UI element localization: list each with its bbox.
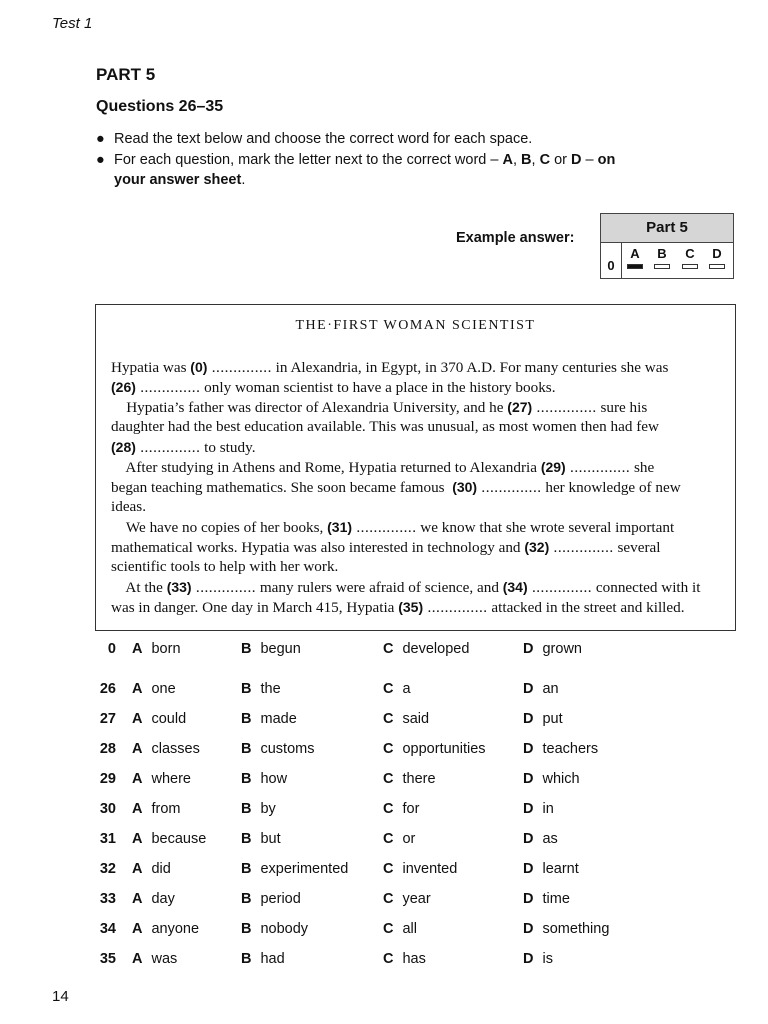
answer-option-b[interactable] xyxy=(241,641,301,657)
answer-sheet-text: your answer sheet xyxy=(114,172,242,188)
option-letter: B xyxy=(241,831,252,847)
passage-line: (26) .............. only woman scientist to have a place in the history books. xyxy=(111,379,556,396)
answer-option-c[interactable] xyxy=(383,921,417,937)
option-word: or xyxy=(402,831,416,847)
option-letter: C xyxy=(383,801,394,817)
gap-number: (28) xyxy=(111,439,136,455)
option-word: by xyxy=(260,801,276,817)
option-letter: A xyxy=(132,831,143,847)
answer-gap: .............. xyxy=(352,519,417,536)
option-word: day xyxy=(151,891,175,907)
option-letter: C xyxy=(383,951,394,967)
example-option-a: A xyxy=(625,246,645,269)
example-option-b: B xyxy=(652,246,672,269)
questions-range: Questions 26–35 xyxy=(96,98,224,115)
question-number: 31 xyxy=(99,831,116,847)
option-word: how xyxy=(260,771,288,787)
answer-option-c[interactable] xyxy=(383,711,429,727)
option-letter: C xyxy=(383,921,394,937)
answer-option-d[interactable] xyxy=(523,801,554,817)
letter-c: C xyxy=(539,152,551,168)
option-word: invented xyxy=(402,861,458,877)
answer-option-a[interactable] xyxy=(132,861,171,877)
option-word: from xyxy=(151,801,181,817)
instruction-2: ● For each question, mark the letter next to the correct word – A, B, C or D – on your answer sheet. xyxy=(96,152,616,188)
answer-gap: .............. xyxy=(549,539,614,556)
answer-option-c[interactable] xyxy=(383,801,419,817)
question-number: 34 xyxy=(99,921,116,937)
question-number: 0 xyxy=(107,641,116,657)
option-word: learnt xyxy=(542,861,579,877)
option-letter: D xyxy=(523,891,534,907)
example-option-c: C xyxy=(680,246,700,269)
passage-line: We have no copies of her books, (31) .............. we know that she wrote several important xyxy=(111,519,675,536)
option-word: begun xyxy=(260,641,301,657)
answer-option-d[interactable] xyxy=(523,771,580,787)
option-letter: A xyxy=(132,921,143,937)
option-letter: C xyxy=(383,891,394,907)
option-letter: A xyxy=(132,641,143,657)
answer-option-d[interactable] xyxy=(523,891,570,907)
answer-option-d[interactable] xyxy=(523,741,598,757)
answer-option-a[interactable] xyxy=(132,801,180,817)
example-answer-box xyxy=(600,213,734,279)
question-number: 32 xyxy=(99,861,116,877)
option-letter: B xyxy=(241,641,252,657)
example-answer-label: Example answer: xyxy=(456,230,575,246)
passage-line: (28) .............. to study. xyxy=(111,439,256,456)
option-letter: A xyxy=(132,681,143,697)
question-number: 29 xyxy=(99,771,116,787)
answer-option-b[interactable] xyxy=(241,891,301,907)
option-letter: A xyxy=(132,771,143,787)
empty-mark-icon xyxy=(654,264,670,269)
passage-line: scientific tools to help with her work. xyxy=(111,558,339,575)
option-letter: C xyxy=(383,641,394,657)
question-number: 28 xyxy=(99,741,116,757)
answer-option-c[interactable] xyxy=(383,861,457,877)
answer-option-d[interactable] xyxy=(523,641,582,657)
answer-option-c[interactable] xyxy=(383,891,431,907)
option-letter: D xyxy=(523,801,534,817)
answer-option-b[interactable] xyxy=(241,741,314,757)
answer-gap: .............. xyxy=(207,359,272,376)
answer-gap: .............. xyxy=(532,399,597,416)
option-letter: B xyxy=(241,771,252,787)
running-header: Test 1 xyxy=(52,15,93,32)
answer-option-c[interactable] xyxy=(383,951,426,967)
option-word: period xyxy=(260,891,301,907)
option-word: has xyxy=(402,951,426,967)
answer-option-c[interactable] xyxy=(383,681,411,697)
option-word: nobody xyxy=(260,921,309,937)
option-word: had xyxy=(260,951,285,967)
answer-option-c[interactable] xyxy=(383,741,486,757)
option-word: but xyxy=(260,831,281,847)
answer-option-d[interactable] xyxy=(523,681,559,697)
answer-option-a[interactable] xyxy=(132,891,175,907)
option-word: in xyxy=(542,801,554,817)
bullet-icon: ● xyxy=(96,131,105,147)
option-letter: A xyxy=(132,801,143,817)
option-letter: D xyxy=(523,921,534,937)
passage-line: Hypatia was (0) .............. in Alexandria, in Egypt, in 370 A.D. For many centuries she was xyxy=(111,359,669,376)
instruction-text: For each question, mark the letter next to the correct word – xyxy=(114,152,503,168)
passage-line: Hypatia’s father was director of Alexandria University, and he (27) .............. sure his xyxy=(111,399,648,416)
option-word: an xyxy=(542,681,559,697)
example-option-d: D xyxy=(707,246,727,269)
option-word: opportunities xyxy=(402,741,486,757)
option-word: customs xyxy=(260,741,315,757)
option-letter: C xyxy=(383,741,394,757)
question-number: 35 xyxy=(99,951,116,967)
option-word: as xyxy=(542,831,558,847)
option-letter: D xyxy=(523,951,534,967)
passage-line: ideas. xyxy=(111,498,147,515)
option-letter: B xyxy=(241,951,252,967)
option-letter: B xyxy=(241,711,252,727)
answer-option-a[interactable] xyxy=(132,771,191,787)
option-word: teachers xyxy=(542,741,599,757)
passage-line: At the (33) .............. many rulers were afraid of science, and (34) .............. connected with it xyxy=(111,579,701,596)
answer-option-d[interactable] xyxy=(523,831,558,847)
question-number: 26 xyxy=(99,681,116,697)
option-word: experimented xyxy=(260,861,349,877)
answer-option-a[interactable] xyxy=(132,921,199,937)
answer-gap: .............. xyxy=(527,579,593,596)
option-word: grown xyxy=(542,641,582,657)
gap-number: (35) xyxy=(398,599,424,615)
option-word: one xyxy=(151,681,176,697)
option-word: born xyxy=(151,641,181,657)
passage-line: was in danger. One day in March 415, Hypatia (35) .............. attacked in the street and killed. xyxy=(111,599,685,616)
bullet-icon: ● xyxy=(96,152,105,168)
example-box-title: Part 5 xyxy=(601,214,733,243)
option-word: put xyxy=(542,711,563,727)
gap-number: (0) xyxy=(190,359,208,375)
option-word: is xyxy=(542,951,553,967)
letter-d: D xyxy=(571,152,582,168)
gap-number: (26) xyxy=(111,379,136,395)
option-word: could xyxy=(151,711,187,727)
option-letter: C xyxy=(383,861,394,877)
option-word: there xyxy=(402,771,436,787)
filled-mark-icon xyxy=(627,264,643,269)
answer-gap: .............. xyxy=(135,439,201,456)
answer-option-a[interactable] xyxy=(132,711,186,727)
option-letter: A xyxy=(132,861,143,877)
option-word: something xyxy=(542,921,610,937)
answer-gap: .............. xyxy=(135,379,201,396)
answer-option-d[interactable] xyxy=(523,711,563,727)
answer-option-a[interactable] xyxy=(132,681,176,697)
answer-gap: .............. xyxy=(191,579,257,596)
option-letter: A xyxy=(132,711,143,727)
option-letter: C xyxy=(383,681,394,697)
option-letter: D xyxy=(523,641,534,657)
answer-option-b[interactable] xyxy=(241,711,297,727)
answer-option-a[interactable] xyxy=(132,741,200,757)
option-word: where xyxy=(151,771,191,787)
option-word: because xyxy=(151,831,207,847)
option-letter: B xyxy=(241,741,252,757)
question-number: 33 xyxy=(99,891,116,907)
answer-option-b[interactable] xyxy=(241,771,287,787)
question-number: 30 xyxy=(99,801,116,817)
passage-line: After studying in Athens and Rome, Hypatia returned to Alexandria (29) .............. she xyxy=(111,459,655,476)
gap-number: (29) xyxy=(540,459,566,475)
option-letter: A xyxy=(132,741,143,757)
option-word: time xyxy=(542,891,570,907)
option-word: for xyxy=(402,801,420,817)
answer-gap: .............. xyxy=(423,599,488,616)
letter-a: A xyxy=(502,152,513,168)
gap-number: (32) xyxy=(524,539,550,555)
option-letter: B xyxy=(241,891,252,907)
option-letter: D xyxy=(523,741,534,757)
answer-gap: .............. xyxy=(565,459,631,476)
option-word: made xyxy=(260,711,297,727)
answer-option-c[interactable] xyxy=(383,771,436,787)
option-word: was xyxy=(151,951,178,967)
option-word: classes xyxy=(151,741,200,757)
option-letter: D xyxy=(523,831,534,847)
gap-number: (34) xyxy=(502,579,528,595)
passage-line: began teaching mathematics. She soon became famous (30) .............. her knowledge of new xyxy=(111,479,681,496)
answer-option-d[interactable] xyxy=(523,951,553,967)
answer-option-a[interactable] xyxy=(132,951,177,967)
option-word: anyone xyxy=(151,921,200,937)
option-letter: C xyxy=(383,831,394,847)
answer-option-a[interactable] xyxy=(132,831,206,847)
answer-option-c[interactable] xyxy=(383,641,469,657)
answer-option-b[interactable] xyxy=(241,681,281,697)
instruction-1 xyxy=(96,129,656,149)
passage-line: mathematical works. Hypatia was also interested in technology and (32) .............. several xyxy=(111,539,661,556)
option-letter: B xyxy=(241,921,252,937)
gap-number: (31) xyxy=(327,519,353,535)
page-number: 14 xyxy=(52,988,69,1005)
empty-mark-icon xyxy=(709,264,725,269)
answer-option-b[interactable] xyxy=(241,951,285,967)
answer-option-d[interactable] xyxy=(523,921,609,937)
option-word: said xyxy=(402,711,430,727)
option-word: the xyxy=(260,681,281,697)
option-letter: B xyxy=(241,801,252,817)
option-word: all xyxy=(402,921,417,937)
instruction-text: Read the text below and choose the correct word for each space. xyxy=(114,131,533,147)
example-row-number: 0 xyxy=(601,242,622,278)
passage-line: daughter had the best education available. This was unusual, as most women then had few xyxy=(111,418,660,435)
part-title: PART 5 xyxy=(96,65,156,84)
option-word: developed xyxy=(402,641,470,657)
option-letter: B xyxy=(241,681,252,697)
gap-number: (33) xyxy=(166,579,192,595)
answer-option-b[interactable] xyxy=(241,861,348,877)
option-letter: D xyxy=(523,681,534,697)
gap-number: (30) xyxy=(452,479,478,495)
option-word: a xyxy=(402,681,411,697)
option-letter: C xyxy=(383,711,394,727)
option-letter: D xyxy=(523,711,534,727)
empty-mark-icon xyxy=(682,264,698,269)
option-word: year xyxy=(402,891,431,907)
answer-option-d[interactable] xyxy=(523,861,579,877)
answer-option-a[interactable] xyxy=(132,641,181,657)
option-word: did xyxy=(151,861,171,877)
option-letter: D xyxy=(523,771,534,787)
gap-number: (27) xyxy=(507,399,533,415)
option-word: which xyxy=(542,771,580,787)
answer-gap: .............. xyxy=(477,479,542,496)
option-letter: C xyxy=(383,771,394,787)
option-letter: A xyxy=(132,951,143,967)
answer-option-b[interactable] xyxy=(241,801,276,817)
passage-title: THE·FIRST WOMAN SCIENTIST xyxy=(295,318,536,333)
question-number: 27 xyxy=(99,711,116,727)
option-letter: A xyxy=(132,891,143,907)
letter-b: B xyxy=(521,152,532,168)
answer-option-b[interactable] xyxy=(241,921,308,937)
answer-option-b[interactable] xyxy=(241,831,281,847)
option-letter: D xyxy=(523,861,534,877)
option-letter: B xyxy=(241,861,252,877)
answer-option-c[interactable] xyxy=(383,831,415,847)
